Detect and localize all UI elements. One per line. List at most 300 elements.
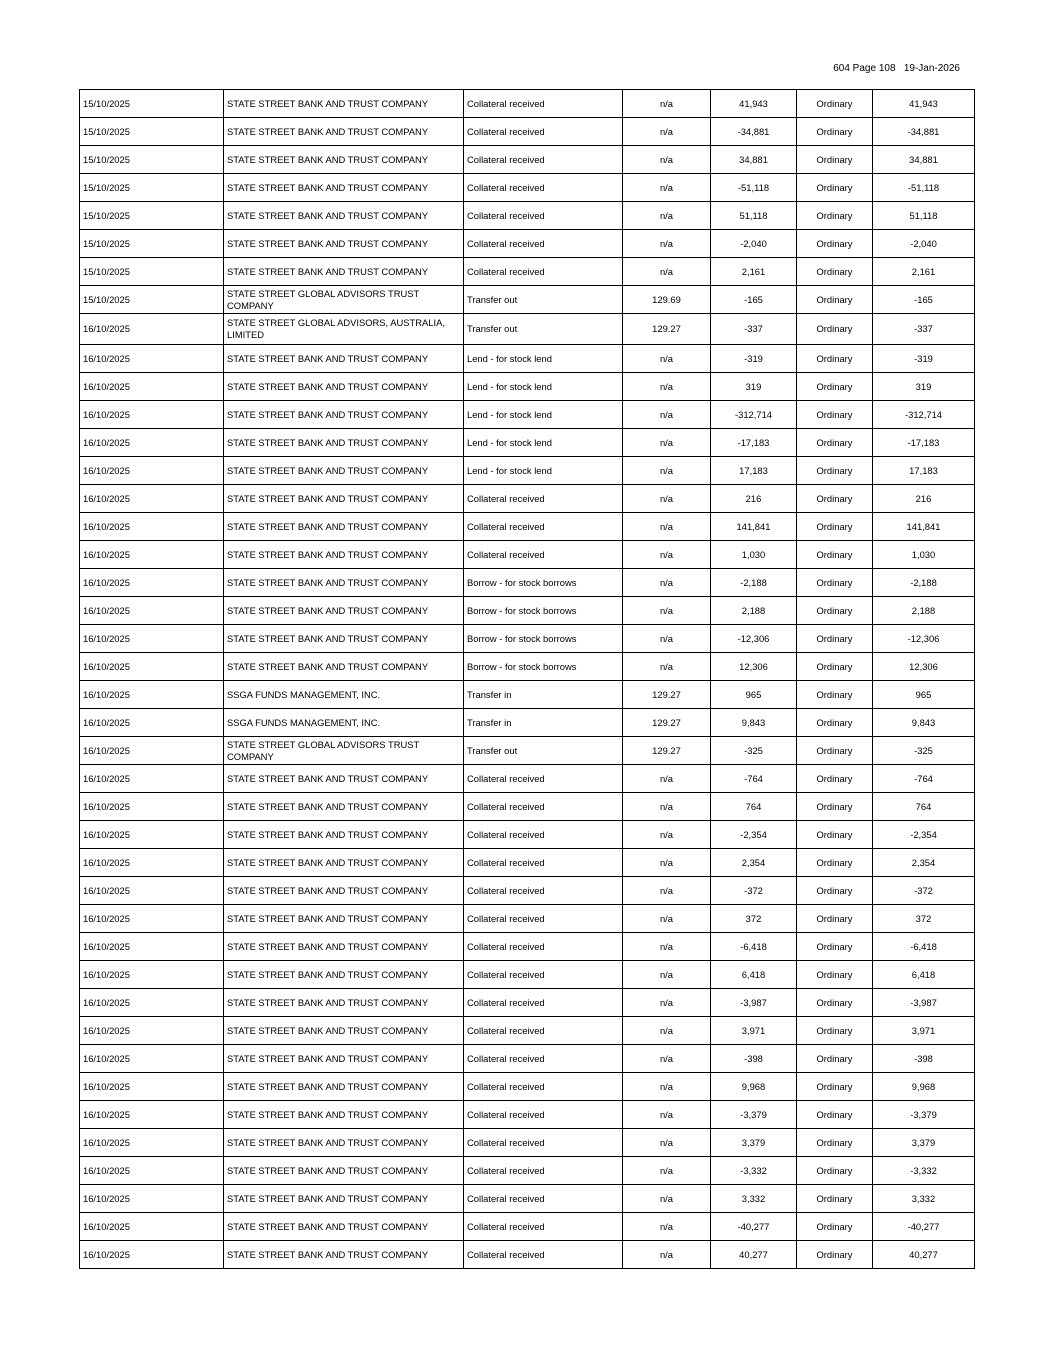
security-class-cell: Ordinary: [797, 401, 873, 429]
security-class-cell: Ordinary: [797, 653, 873, 681]
securities-quantity-cell: 17,183: [711, 457, 797, 485]
entity-name-cell: SSGA FUNDS MANAGEMENT, INC.: [224, 681, 464, 709]
securities-quantity-cell: 3,332: [711, 1185, 797, 1213]
transaction-date-cell: 16/10/2025: [80, 1017, 224, 1045]
entity-name-cell: STATE STREET BANK AND TRUST COMPANY: [224, 513, 464, 541]
table-row: [80, 849, 975, 877]
entity-name-cell: STATE STREET BANK AND TRUST COMPANY: [224, 821, 464, 849]
transaction-type-cell: Collateral received: [464, 821, 623, 849]
transaction-type-cell: Collateral received: [464, 1073, 623, 1101]
entity-name-cell: STATE STREET BANK AND TRUST COMPANY: [224, 202, 464, 230]
securities-quantity-cell: 51,118: [711, 202, 797, 230]
entity-name-cell: STATE STREET BANK AND TRUST COMPANY: [224, 1045, 464, 1073]
transaction-date-cell: 16/10/2025: [80, 1213, 224, 1241]
table-row: [80, 1185, 975, 1213]
table-row: [80, 1101, 975, 1129]
security-class-cell: Ordinary: [797, 1157, 873, 1185]
consideration-price-cell: n/a: [623, 230, 711, 258]
table-row: [80, 457, 975, 485]
transaction-type-cell: Collateral received: [464, 793, 623, 821]
security-class-cell: Ordinary: [797, 625, 873, 653]
security-class-cell: Ordinary: [797, 1241, 873, 1269]
votes-affected-cell: -764: [873, 765, 975, 793]
transaction-type-cell: Collateral received: [464, 877, 623, 905]
transaction-type-cell: Collateral received: [464, 90, 623, 118]
consideration-price-cell: n/a: [623, 1213, 711, 1241]
entity-name-cell: STATE STREET BANK AND TRUST COMPANY: [224, 1101, 464, 1129]
securities-quantity-cell: -34,881: [711, 118, 797, 146]
votes-affected-cell: -51,118: [873, 174, 975, 202]
transaction-date-cell: 15/10/2025: [80, 258, 224, 286]
consideration-price-cell: n/a: [623, 765, 711, 793]
votes-affected-cell: 3,379: [873, 1129, 975, 1157]
securities-quantity-cell: 319: [711, 373, 797, 401]
entity-name-cell: STATE STREET BANK AND TRUST COMPANY: [224, 989, 464, 1017]
securities-quantity-cell: -319: [711, 345, 797, 373]
transaction-date-cell: 16/10/2025: [80, 314, 224, 345]
transaction-date-cell: 16/10/2025: [80, 1101, 224, 1129]
votes-affected-cell: -3,332: [873, 1157, 975, 1185]
securities-quantity-cell: 2,188: [711, 597, 797, 625]
securities-quantity-cell: -337: [711, 314, 797, 345]
transaction-type-cell: Collateral received: [464, 541, 623, 569]
entity-name-cell: STATE STREET BANK AND TRUST COMPANY: [224, 1241, 464, 1269]
transaction-type-cell: Collateral received: [464, 1017, 623, 1045]
transaction-type-cell: Collateral received: [464, 961, 623, 989]
table-row: [80, 709, 975, 737]
transaction-type-cell: Borrow - for stock borrows: [464, 569, 623, 597]
consideration-price-cell: n/a: [623, 118, 711, 146]
table-row: [80, 230, 975, 258]
table-row: [80, 933, 975, 961]
table-row: [80, 1017, 975, 1045]
security-class-cell: Ordinary: [797, 541, 873, 569]
table-row: [80, 1157, 975, 1185]
entity-name-cell: STATE STREET BANK AND TRUST COMPANY: [224, 230, 464, 258]
securities-quantity-cell: 2,161: [711, 258, 797, 286]
votes-affected-cell: -40,277: [873, 1213, 975, 1241]
securities-quantity-cell: 3,971: [711, 1017, 797, 1045]
security-class-cell: Ordinary: [797, 286, 873, 314]
consideration-price-cell: n/a: [623, 146, 711, 174]
transaction-date-cell: 15/10/2025: [80, 174, 224, 202]
securities-quantity-cell: 372: [711, 905, 797, 933]
securities-quantity-cell: -2,040: [711, 230, 797, 258]
transaction-date-cell: 16/10/2025: [80, 345, 224, 373]
table-row: [80, 737, 975, 765]
entity-name-cell: STATE STREET BANK AND TRUST COMPANY: [224, 345, 464, 373]
transactions-table: [79, 89, 975, 1269]
security-class-cell: Ordinary: [797, 1073, 873, 1101]
table-row: [80, 401, 975, 429]
security-class-cell: Ordinary: [797, 821, 873, 849]
consideration-price-cell: n/a: [623, 933, 711, 961]
entity-name-cell: STATE STREET GLOBAL ADVISORS TRUST COMPANY: [224, 286, 464, 314]
votes-affected-cell: -6,418: [873, 933, 975, 961]
table-row: [80, 961, 975, 989]
transaction-date-cell: 16/10/2025: [80, 1129, 224, 1157]
votes-affected-cell: 216: [873, 485, 975, 513]
entity-name-cell: STATE STREET BANK AND TRUST COMPANY: [224, 905, 464, 933]
securities-quantity-cell: 40,277: [711, 1241, 797, 1269]
table-row: [80, 681, 975, 709]
transaction-date-cell: 15/10/2025: [80, 118, 224, 146]
votes-affected-cell: 17,183: [873, 457, 975, 485]
securities-quantity-cell: -3,379: [711, 1101, 797, 1129]
entity-name-cell: STATE STREET GLOBAL ADVISORS, AUSTRALIA, LIMITED: [224, 314, 464, 345]
consideration-price-cell: n/a: [623, 1017, 711, 1045]
security-class-cell: Ordinary: [797, 1101, 873, 1129]
securities-quantity-cell: 764: [711, 793, 797, 821]
securities-quantity-cell: -3,987: [711, 989, 797, 1017]
transaction-type-cell: Collateral received: [464, 146, 623, 174]
entity-name-cell: STATE STREET BANK AND TRUST COMPANY: [224, 118, 464, 146]
transaction-date-cell: 16/10/2025: [80, 793, 224, 821]
consideration-price-cell: n/a: [623, 1045, 711, 1073]
securities-quantity-cell: 6,418: [711, 961, 797, 989]
consideration-price-cell: n/a: [623, 821, 711, 849]
consideration-price-cell: n/a: [623, 485, 711, 513]
security-class-cell: Ordinary: [797, 174, 873, 202]
transaction-type-cell: Collateral received: [464, 118, 623, 146]
table-row: [80, 989, 975, 1017]
transaction-type-cell: Collateral received: [464, 485, 623, 513]
securities-quantity-cell: -6,418: [711, 933, 797, 961]
consideration-price-cell: n/a: [623, 1157, 711, 1185]
securities-quantity-cell: 216: [711, 485, 797, 513]
transaction-type-cell: Lend - for stock lend: [464, 429, 623, 457]
securities-quantity-cell: -2,188: [711, 569, 797, 597]
table-row: [80, 90, 975, 118]
security-class-cell: Ordinary: [797, 1129, 873, 1157]
table-row: [80, 513, 975, 541]
votes-affected-cell: -2,188: [873, 569, 975, 597]
transaction-date-cell: 16/10/2025: [80, 485, 224, 513]
votes-affected-cell: -312,714: [873, 401, 975, 429]
table-row: [80, 1241, 975, 1269]
entity-name-cell: STATE STREET BANK AND TRUST COMPANY: [224, 597, 464, 625]
entity-name-cell: STATE STREET BANK AND TRUST COMPANY: [224, 849, 464, 877]
table-row: [80, 597, 975, 625]
votes-affected-cell: -372: [873, 877, 975, 905]
consideration-price-cell: n/a: [623, 541, 711, 569]
entity-name-cell: STATE STREET BANK AND TRUST COMPANY: [224, 569, 464, 597]
transaction-date-cell: 15/10/2025: [80, 90, 224, 118]
votes-affected-cell: -325: [873, 737, 975, 765]
transaction-type-cell: Transfer in: [464, 709, 623, 737]
votes-affected-cell: 2,161: [873, 258, 975, 286]
consideration-price-cell: n/a: [623, 1241, 711, 1269]
transaction-type-cell: Collateral received: [464, 513, 623, 541]
consideration-price-cell: n/a: [623, 625, 711, 653]
security-class-cell: Ordinary: [797, 737, 873, 765]
transaction-type-cell: Collateral received: [464, 1045, 623, 1073]
entity-name-cell: STATE STREET BANK AND TRUST COMPANY: [224, 401, 464, 429]
table-row: [80, 1073, 975, 1101]
votes-affected-cell: 3,332: [873, 1185, 975, 1213]
table-row: [80, 174, 975, 202]
security-class-cell: Ordinary: [797, 989, 873, 1017]
transaction-type-cell: Collateral received: [464, 1101, 623, 1129]
table-row: [80, 258, 975, 286]
entity-name-cell: STATE STREET BANK AND TRUST COMPANY: [224, 541, 464, 569]
securities-quantity-cell: -325: [711, 737, 797, 765]
transaction-type-cell: Collateral received: [464, 1241, 623, 1269]
consideration-price-cell: n/a: [623, 1101, 711, 1129]
table-row: [80, 569, 975, 597]
consideration-price-cell: 129.27: [623, 737, 711, 765]
transaction-date-cell: 16/10/2025: [80, 877, 224, 905]
transaction-date-cell: 16/10/2025: [80, 821, 224, 849]
securities-quantity-cell: -3,332: [711, 1157, 797, 1185]
table-row: [80, 485, 975, 513]
transaction-date-cell: 16/10/2025: [80, 513, 224, 541]
entity-name-cell: STATE STREET BANK AND TRUST COMPANY: [224, 1213, 464, 1241]
security-class-cell: Ordinary: [797, 765, 873, 793]
votes-affected-cell: -398: [873, 1045, 975, 1073]
table-row: [80, 345, 975, 373]
consideration-price-cell: n/a: [623, 653, 711, 681]
transaction-date-cell: 16/10/2025: [80, 765, 224, 793]
votes-affected-cell: -319: [873, 345, 975, 373]
consideration-price-cell: n/a: [623, 849, 711, 877]
transaction-date-cell: 16/10/2025: [80, 373, 224, 401]
securities-quantity-cell: 141,841: [711, 513, 797, 541]
transaction-type-cell: Lend - for stock lend: [464, 457, 623, 485]
transaction-type-cell: Collateral received: [464, 989, 623, 1017]
entity-name-cell: STATE STREET BANK AND TRUST COMPANY: [224, 429, 464, 457]
entity-name-cell: STATE STREET BANK AND TRUST COMPANY: [224, 174, 464, 202]
securities-quantity-cell: -312,714: [711, 401, 797, 429]
votes-affected-cell: -2,040: [873, 230, 975, 258]
consideration-price-cell: n/a: [623, 1073, 711, 1101]
transaction-date-cell: 16/10/2025: [80, 905, 224, 933]
transaction-date-cell: 16/10/2025: [80, 989, 224, 1017]
securities-quantity-cell: -17,183: [711, 429, 797, 457]
entity-name-cell: STATE STREET BANK AND TRUST COMPANY: [224, 625, 464, 653]
security-class-cell: Ordinary: [797, 961, 873, 989]
transaction-date-cell: 16/10/2025: [80, 1185, 224, 1213]
table-row: [80, 1129, 975, 1157]
transaction-type-cell: Lend - for stock lend: [464, 345, 623, 373]
entity-name-cell: STATE STREET BANK AND TRUST COMPANY: [224, 877, 464, 905]
transaction-date-cell: 16/10/2025: [80, 569, 224, 597]
votes-affected-cell: -337: [873, 314, 975, 345]
entity-name-cell: STATE STREET BANK AND TRUST COMPANY: [224, 373, 464, 401]
entity-name-cell: STATE STREET BANK AND TRUST COMPANY: [224, 258, 464, 286]
transaction-type-cell: Collateral received: [464, 765, 623, 793]
securities-quantity-cell: 34,881: [711, 146, 797, 174]
consideration-price-cell: 129.27: [623, 709, 711, 737]
transaction-type-cell: Collateral received: [464, 1213, 623, 1241]
transaction-date-cell: 16/10/2025: [80, 1157, 224, 1185]
security-class-cell: Ordinary: [797, 905, 873, 933]
transaction-date-cell: 16/10/2025: [80, 961, 224, 989]
transaction-type-cell: Borrow - for stock borrows: [464, 653, 623, 681]
consideration-price-cell: n/a: [623, 90, 711, 118]
votes-affected-cell: -3,987: [873, 989, 975, 1017]
entity-name-cell: STATE STREET BANK AND TRUST COMPANY: [224, 961, 464, 989]
votes-affected-cell: -165: [873, 286, 975, 314]
consideration-price-cell: n/a: [623, 1185, 711, 1213]
transaction-type-cell: Borrow - for stock borrows: [464, 597, 623, 625]
entity-name-cell: STATE STREET BANK AND TRUST COMPANY: [224, 653, 464, 681]
transaction-type-cell: Transfer out: [464, 737, 623, 765]
transaction-date-cell: 15/10/2025: [80, 146, 224, 174]
transaction-date-cell: 16/10/2025: [80, 401, 224, 429]
votes-affected-cell: 965: [873, 681, 975, 709]
transaction-type-cell: Collateral received: [464, 174, 623, 202]
securities-quantity-cell: 41,943: [711, 90, 797, 118]
consideration-price-cell: n/a: [623, 877, 711, 905]
transaction-date-cell: 15/10/2025: [80, 202, 224, 230]
security-class-cell: Ordinary: [797, 90, 873, 118]
entity-name-cell: STATE STREET BANK AND TRUST COMPANY: [224, 765, 464, 793]
security-class-cell: Ordinary: [797, 485, 873, 513]
transaction-type-cell: Collateral received: [464, 258, 623, 286]
security-class-cell: Ordinary: [797, 569, 873, 597]
votes-affected-cell: 51,118: [873, 202, 975, 230]
security-class-cell: Ordinary: [797, 597, 873, 625]
security-class-cell: Ordinary: [797, 1185, 873, 1213]
consideration-price-cell: n/a: [623, 174, 711, 202]
votes-affected-cell: 2,188: [873, 597, 975, 625]
consideration-price-cell: n/a: [623, 1129, 711, 1157]
consideration-price-cell: n/a: [623, 202, 711, 230]
votes-affected-cell: 9,843: [873, 709, 975, 737]
security-class-cell: Ordinary: [797, 1213, 873, 1241]
votes-affected-cell: -3,379: [873, 1101, 975, 1129]
votes-affected-cell: 9,968: [873, 1073, 975, 1101]
votes-affected-cell: -2,354: [873, 821, 975, 849]
votes-affected-cell: 3,971: [873, 1017, 975, 1045]
transaction-type-cell: Transfer out: [464, 286, 623, 314]
security-class-cell: Ordinary: [797, 202, 873, 230]
security-class-cell: Ordinary: [797, 118, 873, 146]
transaction-type-cell: Collateral received: [464, 230, 623, 258]
security-class-cell: Ordinary: [797, 933, 873, 961]
transaction-date-cell: 16/10/2025: [80, 1241, 224, 1269]
transaction-type-cell: Collateral received: [464, 905, 623, 933]
votes-affected-cell: 12,306: [873, 653, 975, 681]
table-row: [80, 146, 975, 174]
table-row: [80, 429, 975, 457]
transaction-date-cell: 16/10/2025: [80, 681, 224, 709]
transaction-type-cell: Lend - for stock lend: [464, 373, 623, 401]
table-row: [80, 1045, 975, 1073]
consideration-price-cell: n/a: [623, 569, 711, 597]
consideration-price-cell: n/a: [623, 401, 711, 429]
table-row: [80, 821, 975, 849]
votes-affected-cell: 141,841: [873, 513, 975, 541]
transaction-date-cell: 16/10/2025: [80, 1045, 224, 1073]
transaction-date-cell: 16/10/2025: [80, 597, 224, 625]
entity-name-cell: STATE STREET BANK AND TRUST COMPANY: [224, 1129, 464, 1157]
table-row: [80, 877, 975, 905]
entity-name-cell: STATE STREET BANK AND TRUST COMPANY: [224, 146, 464, 174]
transaction-date-cell: 16/10/2025: [80, 849, 224, 877]
transaction-date-cell: 15/10/2025: [80, 286, 224, 314]
security-class-cell: Ordinary: [797, 457, 873, 485]
securities-quantity-cell: -40,277: [711, 1213, 797, 1241]
consideration-price-cell: n/a: [623, 793, 711, 821]
votes-affected-cell: -12,306: [873, 625, 975, 653]
transaction-type-cell: Collateral received: [464, 933, 623, 961]
table-row: [80, 653, 975, 681]
consideration-price-cell: n/a: [623, 597, 711, 625]
transactions-table-body: [80, 90, 975, 1269]
consideration-price-cell: n/a: [623, 989, 711, 1017]
transaction-date-cell: 16/10/2025: [80, 429, 224, 457]
security-class-cell: Ordinary: [797, 258, 873, 286]
table-row: [80, 905, 975, 933]
table-row: [80, 765, 975, 793]
consideration-price-cell: 129.27: [623, 681, 711, 709]
transaction-date-cell: 15/10/2025: [80, 230, 224, 258]
votes-affected-cell: 41,943: [873, 90, 975, 118]
transaction-type-cell: Lend - for stock lend: [464, 401, 623, 429]
consideration-price-cell: n/a: [623, 457, 711, 485]
transaction-date-cell: 16/10/2025: [80, 625, 224, 653]
consideration-price-cell: 129.69: [623, 286, 711, 314]
transaction-date-cell: 16/10/2025: [80, 541, 224, 569]
transaction-type-cell: Collateral received: [464, 1185, 623, 1213]
security-class-cell: Ordinary: [797, 849, 873, 877]
security-class-cell: Ordinary: [797, 513, 873, 541]
securities-quantity-cell: -2,354: [711, 821, 797, 849]
table-row: [80, 286, 975, 314]
votes-affected-cell: 40,277: [873, 1241, 975, 1269]
consideration-price-cell: n/a: [623, 961, 711, 989]
votes-affected-cell: 34,881: [873, 146, 975, 174]
security-class-cell: Ordinary: [797, 230, 873, 258]
securities-quantity-cell: 2,354: [711, 849, 797, 877]
consideration-price-cell: n/a: [623, 258, 711, 286]
entity-name-cell: STATE STREET BANK AND TRUST COMPANY: [224, 933, 464, 961]
entity-name-cell: SSGA FUNDS MANAGEMENT, INC.: [224, 709, 464, 737]
votes-affected-cell: 1,030: [873, 541, 975, 569]
consideration-price-cell: n/a: [623, 345, 711, 373]
entity-name-cell: STATE STREET BANK AND TRUST COMPANY: [224, 1073, 464, 1101]
table-row: [80, 541, 975, 569]
votes-affected-cell: 764: [873, 793, 975, 821]
table-row: [80, 373, 975, 401]
entity-name-cell: STATE STREET BANK AND TRUST COMPANY: [224, 1017, 464, 1045]
securities-quantity-cell: 965: [711, 681, 797, 709]
security-class-cell: Ordinary: [797, 314, 873, 345]
security-class-cell: Ordinary: [797, 373, 873, 401]
securities-quantity-cell: 1,030: [711, 541, 797, 569]
consideration-price-cell: n/a: [623, 905, 711, 933]
page-header: 604 Page 108 19-Jan-2026: [833, 63, 960, 74]
securities-quantity-cell: -165: [711, 286, 797, 314]
securities-quantity-cell: 12,306: [711, 653, 797, 681]
transaction-type-cell: Collateral received: [464, 1129, 623, 1157]
transaction-date-cell: 16/10/2025: [80, 709, 224, 737]
security-class-cell: Ordinary: [797, 709, 873, 737]
security-class-cell: Ordinary: [797, 1045, 873, 1073]
transaction-type-cell: Collateral received: [464, 1157, 623, 1185]
transaction-date-cell: 16/10/2025: [80, 457, 224, 485]
securities-quantity-cell: 3,379: [711, 1129, 797, 1157]
table-row: [80, 118, 975, 146]
securities-quantity-cell: 9,843: [711, 709, 797, 737]
security-class-cell: Ordinary: [797, 146, 873, 174]
entity-name-cell: STATE STREET BANK AND TRUST COMPANY: [224, 457, 464, 485]
votes-affected-cell: 372: [873, 905, 975, 933]
table-row: [80, 793, 975, 821]
table-row: [80, 314, 975, 345]
